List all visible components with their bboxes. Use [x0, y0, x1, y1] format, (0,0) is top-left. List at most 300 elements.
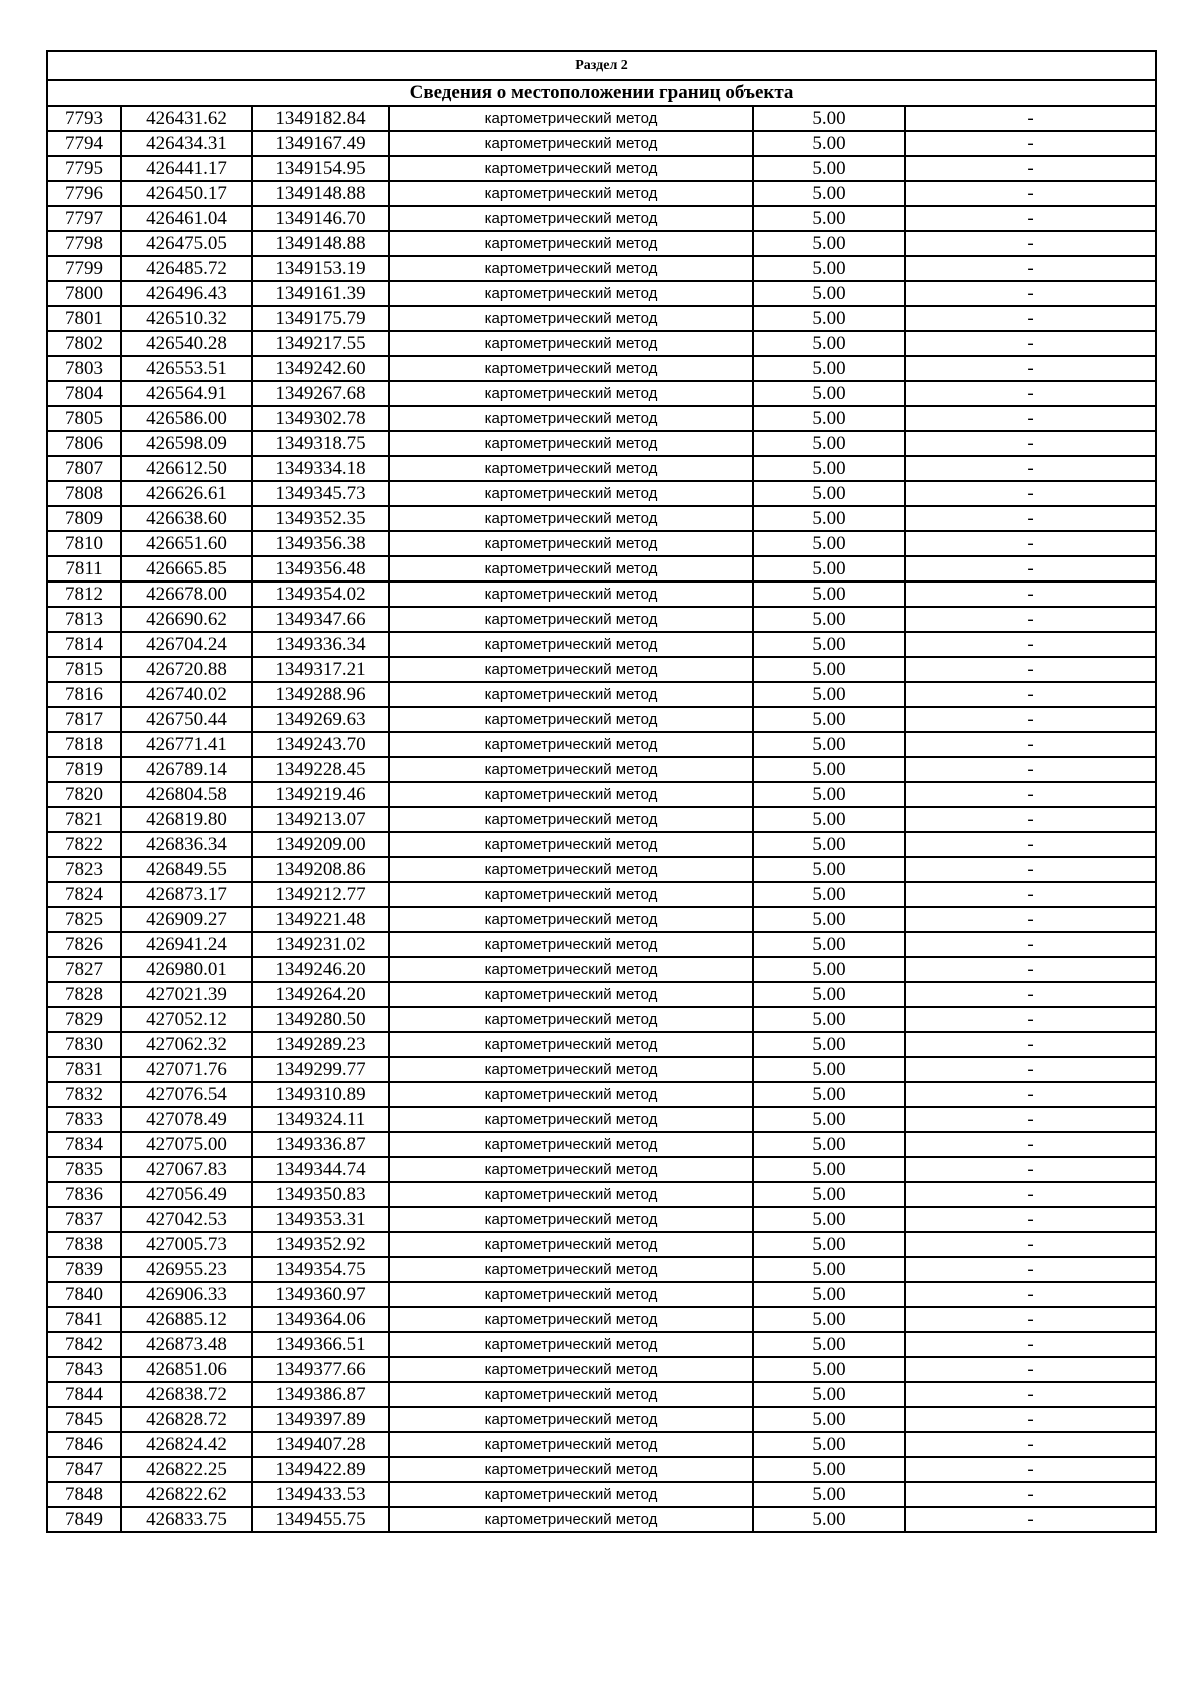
accuracy-cell: 5.00: [753, 982, 905, 1007]
note-cell: -: [905, 181, 1156, 206]
note-cell: -: [905, 206, 1156, 231]
y-coordinate-cell: 1349153.19: [252, 256, 389, 281]
x-coordinate-cell: 426750.44: [121, 707, 252, 732]
table-row: [47, 1357, 1156, 1382]
accuracy-cell: 5.00: [753, 331, 905, 356]
method-cell: картометрический метод: [389, 907, 753, 932]
x-coordinate-cell: 426851.06: [121, 1357, 252, 1382]
method-cell: картометрический метод: [389, 1032, 753, 1057]
point-number-cell: 7794: [47, 131, 121, 156]
method-cell: картометрический метод: [389, 582, 753, 608]
accuracy-cell: 5.00: [753, 531, 905, 556]
note-cell: -: [905, 306, 1156, 331]
note-cell: -: [905, 1257, 1156, 1282]
table-body: [47, 106, 1156, 1532]
accuracy-cell: 5.00: [753, 757, 905, 782]
y-coordinate-cell: 1349360.97: [252, 1282, 389, 1307]
y-coordinate-cell: 1349397.89: [252, 1407, 389, 1432]
x-coordinate-cell: 426804.58: [121, 782, 252, 807]
x-coordinate-cell: 426838.72: [121, 1382, 252, 1407]
x-coordinate-cell: 426955.23: [121, 1257, 252, 1282]
point-number-cell: 7816: [47, 682, 121, 707]
note-cell: -: [905, 381, 1156, 406]
x-coordinate-cell: 426485.72: [121, 256, 252, 281]
note-cell: -: [905, 982, 1156, 1007]
table-row: [47, 456, 1156, 481]
table-row: [47, 1407, 1156, 1432]
x-coordinate-cell: 426651.60: [121, 531, 252, 556]
x-coordinate-cell: 426461.04: [121, 206, 252, 231]
accuracy-cell: 5.00: [753, 1332, 905, 1357]
method-cell: картометрический метод: [389, 1507, 753, 1532]
note-cell: -: [905, 1207, 1156, 1232]
note-cell: -: [905, 582, 1156, 608]
y-coordinate-cell: 1349212.77: [252, 882, 389, 907]
method-cell: картометрический метод: [389, 556, 753, 582]
method-cell: картометрический метод: [389, 1207, 753, 1232]
note-cell: -: [905, 1082, 1156, 1107]
table-row: [47, 907, 1156, 932]
note-cell: -: [905, 1132, 1156, 1157]
note-cell: -: [905, 1457, 1156, 1482]
note-cell: -: [905, 481, 1156, 506]
note-cell: -: [905, 832, 1156, 857]
accuracy-cell: 5.00: [753, 1057, 905, 1082]
method-cell: картометрический метод: [389, 181, 753, 206]
y-coordinate-cell: 1349264.20: [252, 982, 389, 1007]
table-row: [47, 231, 1156, 256]
point-number-cell: 7826: [47, 932, 121, 957]
method-cell: картометрический метод: [389, 607, 753, 632]
y-coordinate-cell: 1349455.75: [252, 1507, 389, 1532]
method-cell: картометрический метод: [389, 381, 753, 406]
table-row: [47, 582, 1156, 608]
note-cell: -: [905, 857, 1156, 882]
table-row: [47, 782, 1156, 807]
x-coordinate-cell: 426564.91: [121, 381, 252, 406]
accuracy-cell: 5.00: [753, 732, 905, 757]
note-cell: -: [905, 1332, 1156, 1357]
point-number-cell: 7820: [47, 782, 121, 807]
method-cell: картометрический метод: [389, 982, 753, 1007]
x-coordinate-cell: 426833.75: [121, 1507, 252, 1532]
point-number-cell: 7846: [47, 1432, 121, 1457]
method-cell: картометрический метод: [389, 957, 753, 982]
y-coordinate-cell: 1349219.46: [252, 782, 389, 807]
y-coordinate-cell: 1349146.70: [252, 206, 389, 231]
point-number-cell: 7823: [47, 857, 121, 882]
y-coordinate-cell: 1349182.84: [252, 106, 389, 131]
method-cell: картометрический метод: [389, 757, 753, 782]
method-cell: картометрический метод: [389, 156, 753, 181]
table-row: [47, 331, 1156, 356]
method-cell: картометрический метод: [389, 1182, 753, 1207]
point-number-cell: 7832: [47, 1082, 121, 1107]
note-cell: -: [905, 456, 1156, 481]
note-cell: -: [905, 531, 1156, 556]
x-coordinate-cell: 426598.09: [121, 431, 252, 456]
method-cell: картометрический метод: [389, 682, 753, 707]
note-cell: -: [905, 256, 1156, 281]
y-coordinate-cell: 1349345.73: [252, 481, 389, 506]
y-coordinate-cell: 1349289.23: [252, 1032, 389, 1057]
method-cell: картометрический метод: [389, 707, 753, 732]
accuracy-cell: 5.00: [753, 306, 905, 331]
table-row: [47, 1307, 1156, 1332]
x-coordinate-cell: 426941.24: [121, 932, 252, 957]
section-title: Сведения о местоположении границ объекта: [47, 80, 1156, 106]
x-coordinate-cell: 426626.61: [121, 481, 252, 506]
method-cell: картометрический метод: [389, 281, 753, 306]
y-coordinate-cell: 1349242.60: [252, 356, 389, 381]
method-cell: картометрический метод: [389, 657, 753, 682]
method-cell: картометрический метод: [389, 531, 753, 556]
x-coordinate-cell: 426431.62: [121, 106, 252, 131]
table-row: [47, 1107, 1156, 1132]
accuracy-cell: 5.00: [753, 1457, 905, 1482]
method-cell: картометрический метод: [389, 1432, 753, 1457]
method-cell: картометрический метод: [389, 1132, 753, 1157]
accuracy-cell: 5.00: [753, 181, 905, 206]
note-cell: -: [905, 356, 1156, 381]
method-cell: картометрический метод: [389, 106, 753, 131]
method-cell: картометрический метод: [389, 1382, 753, 1407]
method-cell: картометрический метод: [389, 1307, 753, 1332]
table-row: [47, 1082, 1156, 1107]
point-number-cell: 7839: [47, 1257, 121, 1282]
accuracy-cell: 5.00: [753, 1482, 905, 1507]
accuracy-cell: 5.00: [753, 657, 905, 682]
note-cell: -: [905, 431, 1156, 456]
note-cell: -: [905, 1382, 1156, 1407]
point-number-cell: 7838: [47, 1232, 121, 1257]
y-coordinate-cell: 1349354.75: [252, 1257, 389, 1282]
x-coordinate-cell: 426612.50: [121, 456, 252, 481]
y-coordinate-cell: 1349377.66: [252, 1357, 389, 1382]
y-coordinate-cell: 1349217.55: [252, 331, 389, 356]
method-cell: картометрический метод: [389, 456, 753, 481]
x-coordinate-cell: 426740.02: [121, 682, 252, 707]
accuracy-cell: 5.00: [753, 857, 905, 882]
x-coordinate-cell: 426822.25: [121, 1457, 252, 1482]
point-number-cell: 7825: [47, 907, 121, 932]
x-coordinate-cell: 426849.55: [121, 857, 252, 882]
point-number-cell: 7842: [47, 1332, 121, 1357]
x-coordinate-cell: 427078.49: [121, 1107, 252, 1132]
y-coordinate-cell: 1349366.51: [252, 1332, 389, 1357]
point-number-cell: 7834: [47, 1132, 121, 1157]
method-cell: картометрический метод: [389, 1457, 753, 1482]
point-number-cell: 7812: [47, 582, 121, 608]
table-row: [47, 1057, 1156, 1082]
accuracy-cell: 5.00: [753, 907, 905, 932]
point-number-cell: 7810: [47, 531, 121, 556]
y-coordinate-cell: 1349356.48: [252, 556, 389, 582]
point-number-cell: 7805: [47, 406, 121, 431]
method-cell: картометрический метод: [389, 256, 753, 281]
accuracy-cell: 5.00: [753, 506, 905, 531]
y-coordinate-cell: 1349154.95: [252, 156, 389, 181]
y-coordinate-cell: 1349350.83: [252, 1182, 389, 1207]
y-coordinate-cell: 1349310.89: [252, 1082, 389, 1107]
x-coordinate-cell: 426434.31: [121, 131, 252, 156]
table-row: [47, 807, 1156, 832]
y-coordinate-cell: 1349161.39: [252, 281, 389, 306]
point-number-cell: 7795: [47, 156, 121, 181]
method-cell: картометрический метод: [389, 231, 753, 256]
note-cell: -: [905, 1157, 1156, 1182]
y-coordinate-cell: 1349433.53: [252, 1482, 389, 1507]
table-row: [47, 1157, 1156, 1182]
y-coordinate-cell: 1349148.88: [252, 181, 389, 206]
x-coordinate-cell: 426909.27: [121, 907, 252, 932]
y-coordinate-cell: 1349356.38: [252, 531, 389, 556]
table-row: [47, 757, 1156, 782]
point-number-cell: 7835: [47, 1157, 121, 1182]
y-coordinate-cell: 1349317.21: [252, 657, 389, 682]
y-coordinate-cell: 1349243.70: [252, 732, 389, 757]
point-number-cell: 7840: [47, 1282, 121, 1307]
method-cell: картометрический метод: [389, 356, 753, 381]
y-coordinate-cell: 1349213.07: [252, 807, 389, 832]
x-coordinate-cell: 426822.62: [121, 1482, 252, 1507]
x-coordinate-cell: 426906.33: [121, 1282, 252, 1307]
table-row: [47, 1257, 1156, 1282]
x-coordinate-cell: 426720.88: [121, 657, 252, 682]
point-number-cell: 7836: [47, 1182, 121, 1207]
point-number-cell: 7807: [47, 456, 121, 481]
x-coordinate-cell: 426704.24: [121, 632, 252, 657]
table-row: [47, 632, 1156, 657]
point-number-cell: 7796: [47, 181, 121, 206]
y-coordinate-cell: 1349353.31: [252, 1207, 389, 1232]
note-cell: -: [905, 1482, 1156, 1507]
accuracy-cell: 5.00: [753, 1132, 905, 1157]
accuracy-cell: 5.00: [753, 1157, 905, 1182]
note-cell: -: [905, 1307, 1156, 1332]
method-cell: картометрический метод: [389, 932, 753, 957]
x-coordinate-cell: 427021.39: [121, 982, 252, 1007]
note-cell: -: [905, 1057, 1156, 1082]
note-cell: -: [905, 732, 1156, 757]
accuracy-cell: 5.00: [753, 206, 905, 231]
method-cell: картометрический метод: [389, 1082, 753, 1107]
point-number-cell: 7806: [47, 431, 121, 456]
table-row: [47, 832, 1156, 857]
note-cell: -: [905, 331, 1156, 356]
section-header-row: [47, 51, 1156, 80]
table-row: [47, 531, 1156, 556]
table-row: [47, 406, 1156, 431]
y-coordinate-cell: 1349302.78: [252, 406, 389, 431]
method-cell: картометрический метод: [389, 1332, 753, 1357]
accuracy-cell: 5.00: [753, 1407, 905, 1432]
point-number-cell: 7793: [47, 106, 121, 131]
section-label: Раздел 2: [47, 51, 1156, 80]
point-number-cell: 7837: [47, 1207, 121, 1232]
accuracy-cell: 5.00: [753, 1307, 905, 1332]
y-coordinate-cell: 1349280.50: [252, 1007, 389, 1032]
table-row: [47, 506, 1156, 531]
accuracy-cell: 5.00: [753, 356, 905, 381]
point-number-cell: 7809: [47, 506, 121, 531]
accuracy-cell: 5.00: [753, 1107, 905, 1132]
accuracy-cell: 5.00: [753, 556, 905, 582]
table-row: [47, 732, 1156, 757]
accuracy-cell: 5.00: [753, 1007, 905, 1032]
note-cell: -: [905, 156, 1156, 181]
accuracy-cell: 5.00: [753, 682, 905, 707]
point-number-cell: 7847: [47, 1457, 121, 1482]
point-number-cell: 7833: [47, 1107, 121, 1132]
table-row: [47, 431, 1156, 456]
y-coordinate-cell: 1349318.75: [252, 431, 389, 456]
point-number-cell: 7817: [47, 707, 121, 732]
table-row: [47, 682, 1156, 707]
point-number-cell: 7843: [47, 1357, 121, 1382]
point-number-cell: 7848: [47, 1482, 121, 1507]
x-coordinate-cell: 427067.83: [121, 1157, 252, 1182]
table-row: [47, 1007, 1156, 1032]
y-coordinate-cell: 1349221.48: [252, 907, 389, 932]
table-row: [47, 156, 1156, 181]
x-coordinate-cell: 426678.00: [121, 582, 252, 608]
note-cell: -: [905, 932, 1156, 957]
method-cell: картометрический метод: [389, 807, 753, 832]
accuracy-cell: 5.00: [753, 582, 905, 608]
y-coordinate-cell: 1349231.02: [252, 932, 389, 957]
y-coordinate-cell: 1349336.34: [252, 632, 389, 657]
accuracy-cell: 5.00: [753, 381, 905, 406]
accuracy-cell: 5.00: [753, 1357, 905, 1382]
method-cell: картометрический метод: [389, 406, 753, 431]
point-number-cell: 7844: [47, 1382, 121, 1407]
point-number-cell: 7802: [47, 331, 121, 356]
method-cell: картометрический метод: [389, 1007, 753, 1032]
x-coordinate-cell: 426789.14: [121, 757, 252, 782]
accuracy-cell: 5.00: [753, 707, 905, 732]
x-coordinate-cell: 426980.01: [121, 957, 252, 982]
accuracy-cell: 5.00: [753, 1257, 905, 1282]
table-row: [47, 306, 1156, 331]
table-row: [47, 1507, 1156, 1532]
point-number-cell: 7818: [47, 732, 121, 757]
note-cell: -: [905, 1007, 1156, 1032]
method-cell: картометрический метод: [389, 1107, 753, 1132]
note-cell: -: [905, 556, 1156, 582]
method-cell: картометрический метод: [389, 1482, 753, 1507]
point-number-cell: 7824: [47, 882, 121, 907]
section-title-row: [47, 80, 1156, 106]
method-cell: картометрический метод: [389, 857, 753, 882]
note-cell: -: [905, 1407, 1156, 1432]
point-number-cell: 7828: [47, 982, 121, 1007]
method-cell: картометрический метод: [389, 732, 753, 757]
point-number-cell: 7804: [47, 381, 121, 406]
table-row: [47, 857, 1156, 882]
table-row: [47, 1457, 1156, 1482]
x-coordinate-cell: 427005.73: [121, 1232, 252, 1257]
method-cell: картометрический метод: [389, 632, 753, 657]
method-cell: картометрический метод: [389, 1257, 753, 1282]
x-coordinate-cell: 426873.17: [121, 882, 252, 907]
note-cell: -: [905, 632, 1156, 657]
y-coordinate-cell: 1349228.45: [252, 757, 389, 782]
note-cell: -: [905, 1182, 1156, 1207]
point-number-cell: 7811: [47, 556, 121, 582]
point-number-cell: 7803: [47, 356, 121, 381]
point-number-cell: 7800: [47, 281, 121, 306]
table-row: [47, 1332, 1156, 1357]
y-coordinate-cell: 1349148.88: [252, 231, 389, 256]
note-cell: -: [905, 1432, 1156, 1457]
x-coordinate-cell: 426771.41: [121, 732, 252, 757]
table-row: [47, 181, 1156, 206]
y-coordinate-cell: 1349364.06: [252, 1307, 389, 1332]
accuracy-cell: 5.00: [753, 281, 905, 306]
accuracy-cell: 5.00: [753, 1182, 905, 1207]
point-number-cell: 7797: [47, 206, 121, 231]
note-cell: -: [905, 1282, 1156, 1307]
accuracy-cell: 5.00: [753, 832, 905, 857]
accuracy-cell: 5.00: [753, 456, 905, 481]
table-row: [47, 281, 1156, 306]
point-number-cell: 7845: [47, 1407, 121, 1432]
x-coordinate-cell: 426586.00: [121, 406, 252, 431]
note-cell: -: [905, 1357, 1156, 1382]
y-coordinate-cell: 1349336.87: [252, 1132, 389, 1157]
x-coordinate-cell: 427056.49: [121, 1182, 252, 1207]
point-number-cell: 7819: [47, 757, 121, 782]
note-cell: -: [905, 406, 1156, 431]
method-cell: картометрический метод: [389, 131, 753, 156]
method-cell: картометрический метод: [389, 1157, 753, 1182]
note-cell: -: [905, 907, 1156, 932]
accuracy-cell: 5.00: [753, 782, 905, 807]
method-cell: картометрический метод: [389, 306, 753, 331]
x-coordinate-cell: 426873.48: [121, 1332, 252, 1357]
x-coordinate-cell: 426819.80: [121, 807, 252, 832]
x-coordinate-cell: 426496.43: [121, 281, 252, 306]
method-cell: картометрический метод: [389, 1232, 753, 1257]
y-coordinate-cell: 1349167.49: [252, 131, 389, 156]
table-row: [47, 1282, 1156, 1307]
point-number-cell: 7841: [47, 1307, 121, 1332]
table-row: [47, 1032, 1156, 1057]
accuracy-cell: 5.00: [753, 431, 905, 456]
accuracy-cell: 5.00: [753, 1507, 905, 1532]
point-number-cell: 7801: [47, 306, 121, 331]
method-cell: картометрический метод: [389, 1407, 753, 1432]
accuracy-cell: 5.00: [753, 1382, 905, 1407]
point-number-cell: 7849: [47, 1507, 121, 1532]
method-cell: картометрический метод: [389, 1357, 753, 1382]
table-row: [47, 1182, 1156, 1207]
accuracy-cell: 5.00: [753, 406, 905, 431]
x-coordinate-cell: 426690.62: [121, 607, 252, 632]
method-cell: картометрический метод: [389, 1282, 753, 1307]
point-number-cell: 7829: [47, 1007, 121, 1032]
note-cell: -: [905, 1232, 1156, 1257]
y-coordinate-cell: 1349407.28: [252, 1432, 389, 1457]
table-row: [47, 131, 1156, 156]
y-coordinate-cell: 1349334.18: [252, 456, 389, 481]
x-coordinate-cell: 426441.17: [121, 156, 252, 181]
accuracy-cell: 5.00: [753, 1207, 905, 1232]
x-coordinate-cell: 426540.28: [121, 331, 252, 356]
method-cell: картометрический метод: [389, 1057, 753, 1082]
note-cell: -: [905, 607, 1156, 632]
